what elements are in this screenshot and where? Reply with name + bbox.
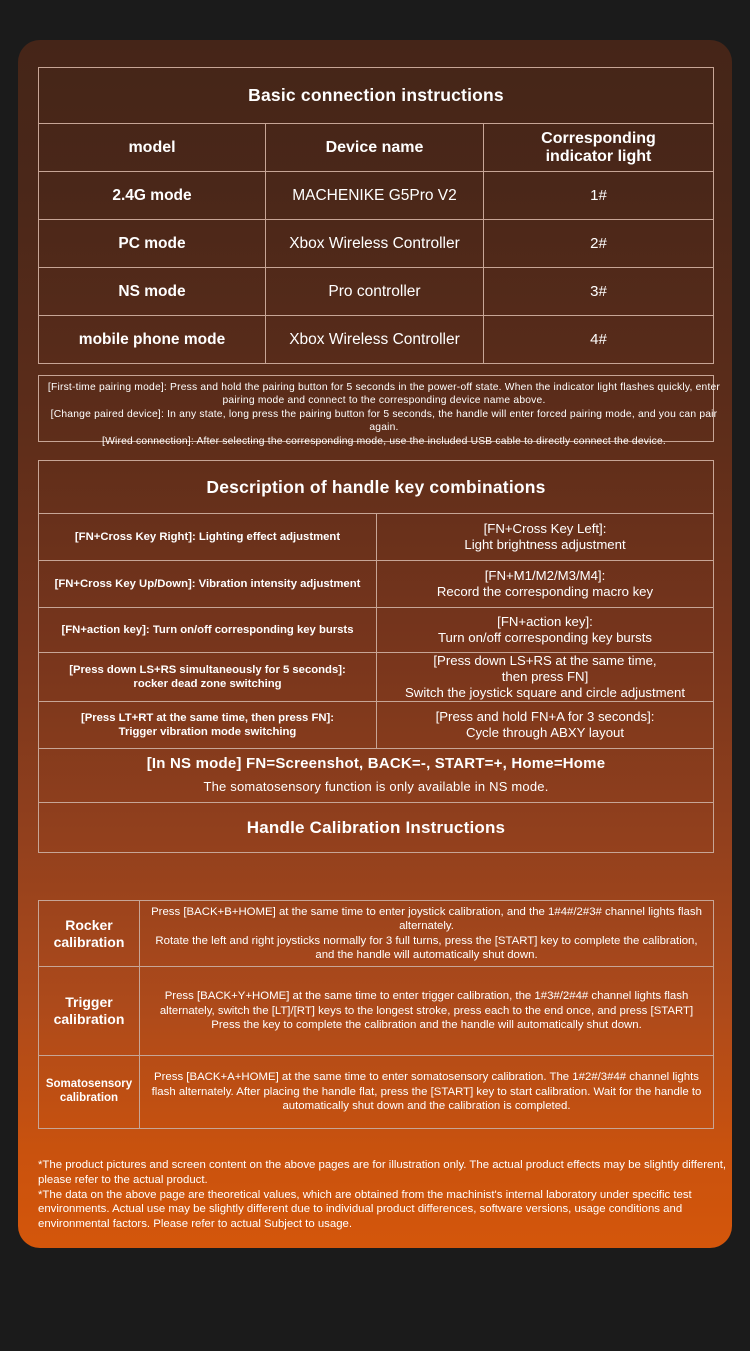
combo-right: [FN+M1/M2/M3/M4]: Record the corresponding macro key	[436, 567, 654, 599]
product-info-card	[18, 40, 732, 1248]
table-row	[39, 220, 713, 268]
table-row	[39, 268, 713, 316]
basic-connection-table	[38, 67, 714, 364]
cell-device: Xbox Wireless Controller	[266, 316, 484, 363]
cell-indicator: 2#	[590, 235, 607, 252]
calibration-table	[38, 900, 714, 1129]
calibration-text: Press [BACK+B+HOME] at the same time to enter joystick calibration, and the 1#4#/2#3# channel lights flash alternately. Rotate the left and right joysticks normally for 3 full turns, press the [START] key to complete the calibration, and the handle will automatically shut down.	[151, 905, 702, 961]
table-row	[39, 514, 713, 561]
cell-indicator: 4#	[590, 331, 607, 348]
table-row	[39, 316, 713, 363]
disclaimer-line-2: *The data on the above page are theoretical values, which are obtained from the machinist's internal laboratory under specific test environments. Actual use may be slightly different due to individual product differences, software versions, usage conditions and environmental factors. Please refer to actual Subject to usage.	[38, 1188, 692, 1231]
calibration-text: Press [BACK+Y+HOME] at the same time to enter trigger calibration, the 1#3#/2#4# channel lights flash alternately, switch the [LT]/[RT] keys to the longest stroke, press each to the end once, and press [START] Press the key to complete the calibration and the handle will automatically shut down.	[159, 990, 694, 1032]
key-combinations-table	[38, 460, 714, 853]
ns-mode-mapping: [In NS mode] FN=Screenshot, BACK=-, START=+, Home=Home	[146, 755, 606, 772]
table-row	[39, 1056, 713, 1128]
calibration-text: Press [BACK+A+HOME] at the same time to enter somatosensory calibration. The 1#2#/3#4# channel lights flash alternately. After placing the handle flat, press the [START] key to start calibration. Wait for the handle to automatically shut down and the calibration is completed.	[151, 1071, 702, 1113]
calibration-name-line2: calibration	[53, 1011, 125, 1027]
key-combinations-title: Description of handle key combinations	[206, 476, 546, 497]
pairing-notes-block	[38, 375, 721, 447]
cell-device: Pro controller	[266, 268, 484, 315]
table-title-row	[39, 461, 713, 514]
calibration-name	[39, 901, 140, 966]
calibration-name-line1: Rocker	[65, 916, 113, 933]
calibration-title: Handle Calibration Instructions	[246, 817, 506, 837]
cell-model: 2.4G mode	[39, 172, 266, 219]
indicator-header-line1: Corresponding	[541, 129, 656, 147]
table-row	[39, 561, 713, 608]
table-title-row	[39, 68, 713, 124]
combo-left: [Press down LS+RS simultaneously for 5 seconds]: rocker dead zone switching	[39, 653, 377, 701]
cell-device: Xbox Wireless Controller	[266, 220, 484, 267]
combo-right: [FN+Cross Key Left]: Light brightness adjustment	[464, 520, 626, 552]
column-header-device-name: Device name	[266, 124, 484, 171]
ns-mode-somatosensory-note: The somatosensory function is only available in NS mode.	[203, 778, 549, 794]
cell-model: mobile phone mode	[39, 316, 266, 363]
cell-model: PC mode	[39, 220, 266, 267]
cell-indicator: 3#	[590, 283, 607, 300]
pairing-notes-text: [First-time pairing mode]: Press and hold the pairing button for 5 seconds in the power-off state. When the indicator light flashes quickly, enter pairing mode and connect to the corresponding device name above. [Change paired device]: In any state, long press the pairing button for 5 seconds, the handle will enter forced pairing mode, and you can pair again. [Wired connection]: After selecting the corresponding mode, use the included USB cable to directly connect the device.	[47, 382, 721, 447]
cell-model: NS mode	[39, 268, 266, 315]
disclaimer	[38, 1158, 732, 1232]
table-row	[39, 702, 713, 749]
calibration-title-row	[39, 803, 713, 852]
table-row	[39, 608, 713, 653]
disclaimer-line-1: *The product pictures and screen content on the above pages are for illustration only. The actual product effects may be slightly different, please refer to the actual product.	[38, 1159, 727, 1186]
calibration-name-line2: calibration	[53, 933, 125, 950]
table-header-row	[39, 124, 713, 172]
cell-device: MACHENIKE G5Pro V2	[266, 172, 484, 219]
ns-mode-note	[39, 749, 713, 802]
combo-right: [Press down LS+RS at the same time, then press FN] Switch the joystick square and circle adjustment	[405, 652, 685, 701]
calibration-name-line1: Somatosensory	[45, 1078, 133, 1091]
calibration-name	[39, 967, 140, 1055]
basic-connection-title: Basic connection instructions	[248, 85, 504, 105]
combo-right: [FN+action key]: Turn on/off corresponding key bursts	[437, 613, 653, 645]
calibration-name-line1: Trigger	[65, 994, 113, 1011]
ns-mode-note-row	[39, 749, 713, 803]
combo-left: [FN+Cross Key Up/Down]: Vibration intensity adjustment	[39, 561, 377, 607]
combo-right: [Press and hold FN+A for 3 seconds]: Cycle through ABXY layout	[435, 708, 655, 740]
combo-left: [FN+Cross Key Right]: Lighting effect adjustment	[39, 514, 377, 560]
calibration-name	[39, 1056, 140, 1128]
table-row	[39, 967, 713, 1056]
cell-indicator: 1#	[590, 187, 607, 204]
table-row	[39, 172, 713, 220]
column-header-model: model	[39, 124, 266, 171]
combo-left: [FN+action key]: Turn on/off corresponding key bursts	[39, 608, 377, 652]
indicator-header-line2: indicator light	[545, 147, 652, 165]
calibration-name-line2: calibration	[59, 1092, 119, 1104]
table-row	[39, 653, 713, 702]
table-row	[39, 901, 713, 967]
column-header-indicator-light	[484, 124, 713, 171]
combo-left: [Press LT+RT at the same time, then press FN]: Trigger vibration mode switching	[39, 702, 377, 748]
